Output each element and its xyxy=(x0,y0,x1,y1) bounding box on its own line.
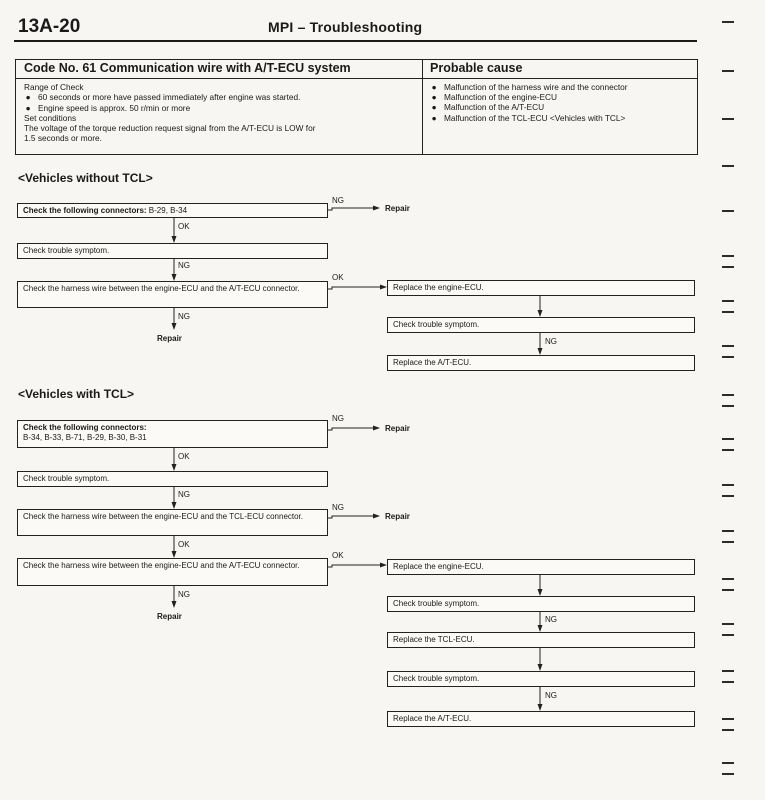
ok-label: OK xyxy=(178,222,190,231)
tab-mark xyxy=(722,681,734,683)
ng-line xyxy=(328,516,376,518)
ok-label: OK xyxy=(178,540,190,549)
tab-mark xyxy=(722,541,734,543)
tab-mark xyxy=(722,266,734,268)
replace-tcl-ecu-box: Replace the TCL-ECU. xyxy=(387,632,695,648)
probable-cause-heading: Probable cause xyxy=(430,61,523,75)
replace-engine-ecu-box: Replace the engine-ECU. xyxy=(387,559,695,575)
ng-label: NG xyxy=(178,312,190,321)
replace-engine-ecu-box: Replace the engine-ECU. xyxy=(387,280,695,296)
tab-mark xyxy=(722,118,734,120)
cause-item: ● Malfunction of the A/T-ECU xyxy=(431,102,545,113)
tab-mark xyxy=(722,670,734,672)
tab-mark xyxy=(722,438,734,440)
ok-label: OK xyxy=(332,551,344,560)
check-symptom-box: Check trouble symptom. xyxy=(17,471,328,487)
replace-at-ecu-box: Replace the A/T-ECU. xyxy=(387,711,695,727)
bullet-icon: ● xyxy=(431,102,437,113)
tab-mark xyxy=(722,300,734,302)
arrow-head xyxy=(538,589,543,596)
range-item: ● 60 seconds or more have passed immediately after engine was started. xyxy=(25,92,301,103)
ng-label: NG xyxy=(178,590,190,599)
range-item: ● Engine speed is approx. 50 r/min or more xyxy=(25,102,191,113)
bullet-icon: ● xyxy=(25,102,31,113)
repair-label: Repair xyxy=(385,512,410,521)
ng-line xyxy=(328,208,376,210)
cause-item: ● Malfunction of the engine-ECU xyxy=(431,92,557,103)
tab-mark xyxy=(722,345,734,347)
set-conditions-label: Set conditions xyxy=(24,112,77,123)
tab-mark xyxy=(722,311,734,313)
set-conditions-text-2: 1.5 seconds or more. xyxy=(24,133,102,144)
check-symptom-box: Check trouble symptom. xyxy=(387,596,695,612)
arrow-head xyxy=(373,206,380,211)
arrow-head xyxy=(172,323,177,330)
tab-mark xyxy=(722,762,734,764)
repair-label: Repair xyxy=(157,334,182,343)
arrow-head xyxy=(380,285,387,290)
ng-label: NG xyxy=(178,261,190,270)
tab-mark xyxy=(722,21,734,23)
arrow-head xyxy=(172,236,177,243)
tab-mark xyxy=(722,718,734,720)
check-symptom-box: Check trouble symptom. xyxy=(387,317,695,333)
check-harness-at-box: Check the harness wire between the engine-ECU and the A/T-ECU connector. xyxy=(17,558,328,586)
tab-mark xyxy=(722,70,734,72)
arrow-head xyxy=(538,348,543,355)
tab-mark xyxy=(722,773,734,775)
ng-label: NG xyxy=(545,337,557,346)
tab-mark xyxy=(722,165,734,167)
tab-mark xyxy=(722,255,734,257)
arrow-head xyxy=(538,664,543,671)
tab-mark xyxy=(722,210,734,212)
arrow-head xyxy=(172,601,177,608)
arrow-head xyxy=(373,514,380,519)
arrow-head xyxy=(380,563,387,568)
repair-label: Repair xyxy=(385,204,410,213)
tab-mark xyxy=(722,449,734,451)
check-symptom-box: Check trouble symptom. xyxy=(17,243,328,259)
ng-label: NG xyxy=(332,414,344,423)
ok-label: OK xyxy=(178,452,190,461)
tab-mark xyxy=(722,623,734,625)
check-connectors-box: Check the following connectors: B-29, B-34 xyxy=(17,203,328,218)
replace-at-ecu-box: Replace the A/T-ECU. xyxy=(387,355,695,371)
bullet-icon: ● xyxy=(431,82,437,92)
tab-mark xyxy=(722,484,734,486)
tab-mark xyxy=(722,729,734,731)
tab-mark xyxy=(722,405,734,407)
arrow-head xyxy=(172,464,177,471)
bullet-icon: ● xyxy=(25,92,31,103)
check-symptom-box: Check trouble symptom. xyxy=(387,671,695,687)
set-conditions-text: The voltage of the torque reduction request signal from the A/T-ECU is LOW for xyxy=(24,123,316,134)
arrow-head xyxy=(538,310,543,317)
ng-label: NG xyxy=(332,196,344,205)
section-heading-without-tcl: <Vehicles without TCL> xyxy=(18,171,153,185)
arrow-head xyxy=(172,551,177,558)
check-harness-tcl-box: Check the harness wire between the engine-ECU and the TCL-ECU connector. xyxy=(17,509,328,536)
ng-label: NG xyxy=(545,615,557,624)
check-connectors-box: Check the following connectors: B-34, B-33, B-71, B-29, B-30, B-31 xyxy=(17,420,328,448)
page-title: MPI – Troubleshooting xyxy=(268,19,423,35)
tab-mark xyxy=(722,530,734,532)
ok-label: OK xyxy=(332,273,344,282)
ok-line xyxy=(328,287,383,289)
ng-label: NG xyxy=(332,503,344,512)
tab-mark xyxy=(722,634,734,636)
arrow-head xyxy=(172,274,177,281)
section-heading-with-tcl: <Vehicles with TCL> xyxy=(18,387,135,401)
tab-mark xyxy=(722,394,734,396)
cause-item: ● Malfunction of the TCL-ECU <Vehicles with TCL> xyxy=(431,112,626,123)
ng-line xyxy=(328,428,376,430)
ok-line xyxy=(328,565,383,567)
arrow-head xyxy=(538,625,543,632)
tab-mark xyxy=(722,356,734,358)
repair-label: Repair xyxy=(385,424,410,433)
bullet-icon: ● xyxy=(431,112,437,123)
ng-label: NG xyxy=(545,691,557,700)
check-harness-box: Check the harness wire between the engine-ECU and the A/T-ECU connector. xyxy=(17,281,328,308)
cause-item: ● Malfunction of the harness wire and the connector xyxy=(431,82,628,92)
tab-mark xyxy=(722,578,734,580)
code-title: Code No. 61 Communication wire with A/T-ECU system xyxy=(24,61,351,75)
tab-mark xyxy=(722,495,734,497)
repair-label: Repair xyxy=(157,612,182,621)
arrow-head xyxy=(172,502,177,509)
range-label: Range of Check xyxy=(24,82,84,92)
arrow-head xyxy=(538,704,543,711)
bullet-icon: ● xyxy=(431,92,437,103)
tab-mark xyxy=(722,589,734,591)
ng-label: NG xyxy=(178,490,190,499)
page-number: 13A-20 xyxy=(18,16,81,37)
arrow-head xyxy=(373,426,380,431)
